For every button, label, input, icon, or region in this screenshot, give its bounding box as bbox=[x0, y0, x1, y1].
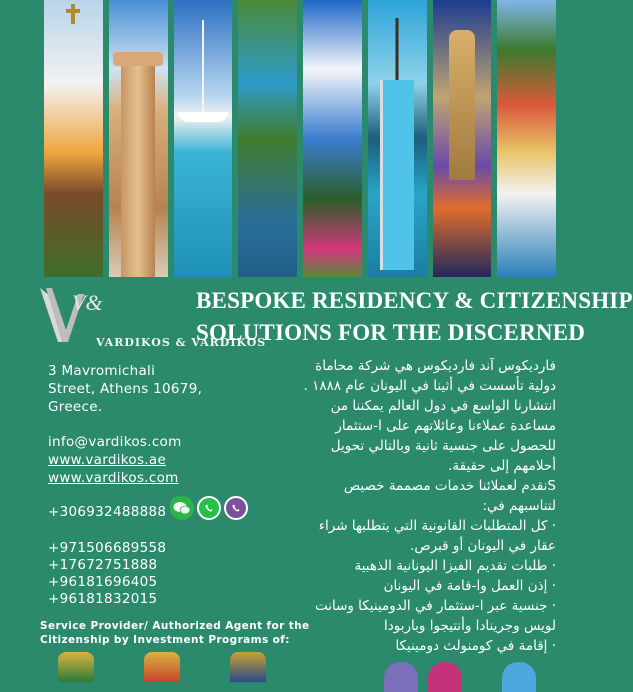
arabic-line: عقار في اليونان أو قبرص. bbox=[410, 538, 556, 554]
photo-church bbox=[44, 0, 103, 277]
logo-monogram: V& bbox=[72, 290, 103, 315]
photo-column bbox=[109, 0, 168, 277]
phone-list bbox=[48, 540, 166, 608]
phone-number[interactable]: +971506689558 bbox=[48, 540, 167, 556]
arabic-line: · إقامة في كومنولث دومينيكا bbox=[395, 638, 556, 654]
country-emblems bbox=[58, 652, 266, 682]
photo-merlion bbox=[433, 0, 492, 277]
office-address bbox=[48, 362, 202, 416]
arabic-line: · إذن العمل وا-قامة في اليونان bbox=[383, 578, 556, 594]
arabic-line: لويس وجرينادا وأنتيجوا وباربودا bbox=[384, 618, 556, 634]
arabic-line: أحلامهم إلى حقيقة. bbox=[448, 458, 556, 474]
merlion-icon bbox=[449, 30, 475, 180]
instagram-icon[interactable] bbox=[428, 662, 462, 692]
phone-number[interactable]: +96181832015 bbox=[48, 591, 158, 607]
website-link-com[interactable]: www.vardikos.com bbox=[48, 470, 179, 486]
social-icons bbox=[384, 662, 536, 692]
arabic-line: دولية تأسست في أثينا في اليونان عام ١٨٨٨ . bbox=[303, 378, 556, 394]
photo-sailboat bbox=[174, 0, 233, 277]
contact-block bbox=[48, 433, 182, 487]
headline-line-1: BESPOKE RESIDENCY & CITIZENSHIP bbox=[196, 288, 633, 313]
photo-pitons bbox=[303, 0, 362, 277]
arabic-line: · طلبات تقديم الفيزا اليونانية الذهبية bbox=[354, 558, 556, 574]
vardikos-logo bbox=[38, 286, 103, 344]
arabic-line: · كل المتطلبات القانونية التي يتطلبها شراء bbox=[318, 518, 556, 534]
saint-lucia-emblem-icon bbox=[144, 652, 180, 682]
arabic-line: مساعدة عملاءنا وعائلاتهم على ا-ستثمار bbox=[335, 418, 556, 434]
address-line-1: 3 Mavromichali bbox=[48, 363, 156, 379]
pool-icon bbox=[380, 80, 414, 270]
agent-line-1: Service Provider/ Authorized Agent for the bbox=[40, 620, 310, 632]
wechat-icon[interactable] bbox=[170, 496, 194, 520]
arabic-line: فارديكوس آند فارديكوس هي شركة محاماة bbox=[315, 358, 556, 374]
social-icon[interactable] bbox=[502, 662, 536, 692]
social-icon[interactable] bbox=[384, 662, 418, 692]
phone-number[interactable]: +96181696405 bbox=[48, 574, 158, 590]
column-icon bbox=[121, 60, 155, 277]
sailboat-hull bbox=[178, 112, 228, 122]
viber-icon[interactable] bbox=[224, 496, 248, 520]
photo-monaco bbox=[497, 0, 556, 277]
arabic-line: لتناسبهم في: bbox=[482, 498, 556, 514]
photo-infinity-pool bbox=[368, 0, 427, 277]
address-line-2: Street, Athens 10679, bbox=[48, 381, 203, 397]
cross-icon bbox=[71, 4, 75, 24]
main-phone-number[interactable]: +306932488888 bbox=[48, 504, 167, 520]
sailboat-mast bbox=[202, 20, 204, 115]
email-address[interactable]: info@vardikos.com bbox=[48, 434, 182, 450]
address-line-3: Greece. bbox=[48, 399, 103, 415]
page-headline bbox=[196, 285, 633, 349]
website-link-ae[interactable]: www.vardikos.ae bbox=[48, 452, 167, 468]
photo-strip-banner bbox=[44, 0, 556, 277]
arabic-line: · جنسية عبر ا-ستثمار في الدومينيكا وسانت bbox=[314, 598, 556, 614]
dominica-emblem-icon bbox=[58, 652, 94, 682]
headline-line-2: SOLUTIONS FOR THE DISCERNED bbox=[196, 320, 586, 345]
agent-line-2: Citizenship by Investment Programs of: bbox=[40, 634, 290, 646]
phone-number[interactable]: +17672751888 bbox=[48, 557, 158, 573]
grenada-emblem-icon bbox=[230, 652, 266, 682]
messaging-icons bbox=[170, 496, 248, 520]
arabic-line: Sنقدم لعملائنا خدمات مصممة خصيص bbox=[343, 478, 556, 494]
arabic-line: انتشارنا الواسع في دول العالم يمكننا من bbox=[330, 398, 556, 414]
photo-coastline bbox=[238, 0, 297, 277]
arabic-description bbox=[262, 356, 556, 656]
arabic-line: للحصول على جنسية ثانية وبالتالي تحويل bbox=[330, 438, 556, 454]
whatsapp-icon[interactable] bbox=[197, 496, 221, 520]
brand-name: VARDIKOS & VARDIKOS bbox=[96, 336, 267, 349]
